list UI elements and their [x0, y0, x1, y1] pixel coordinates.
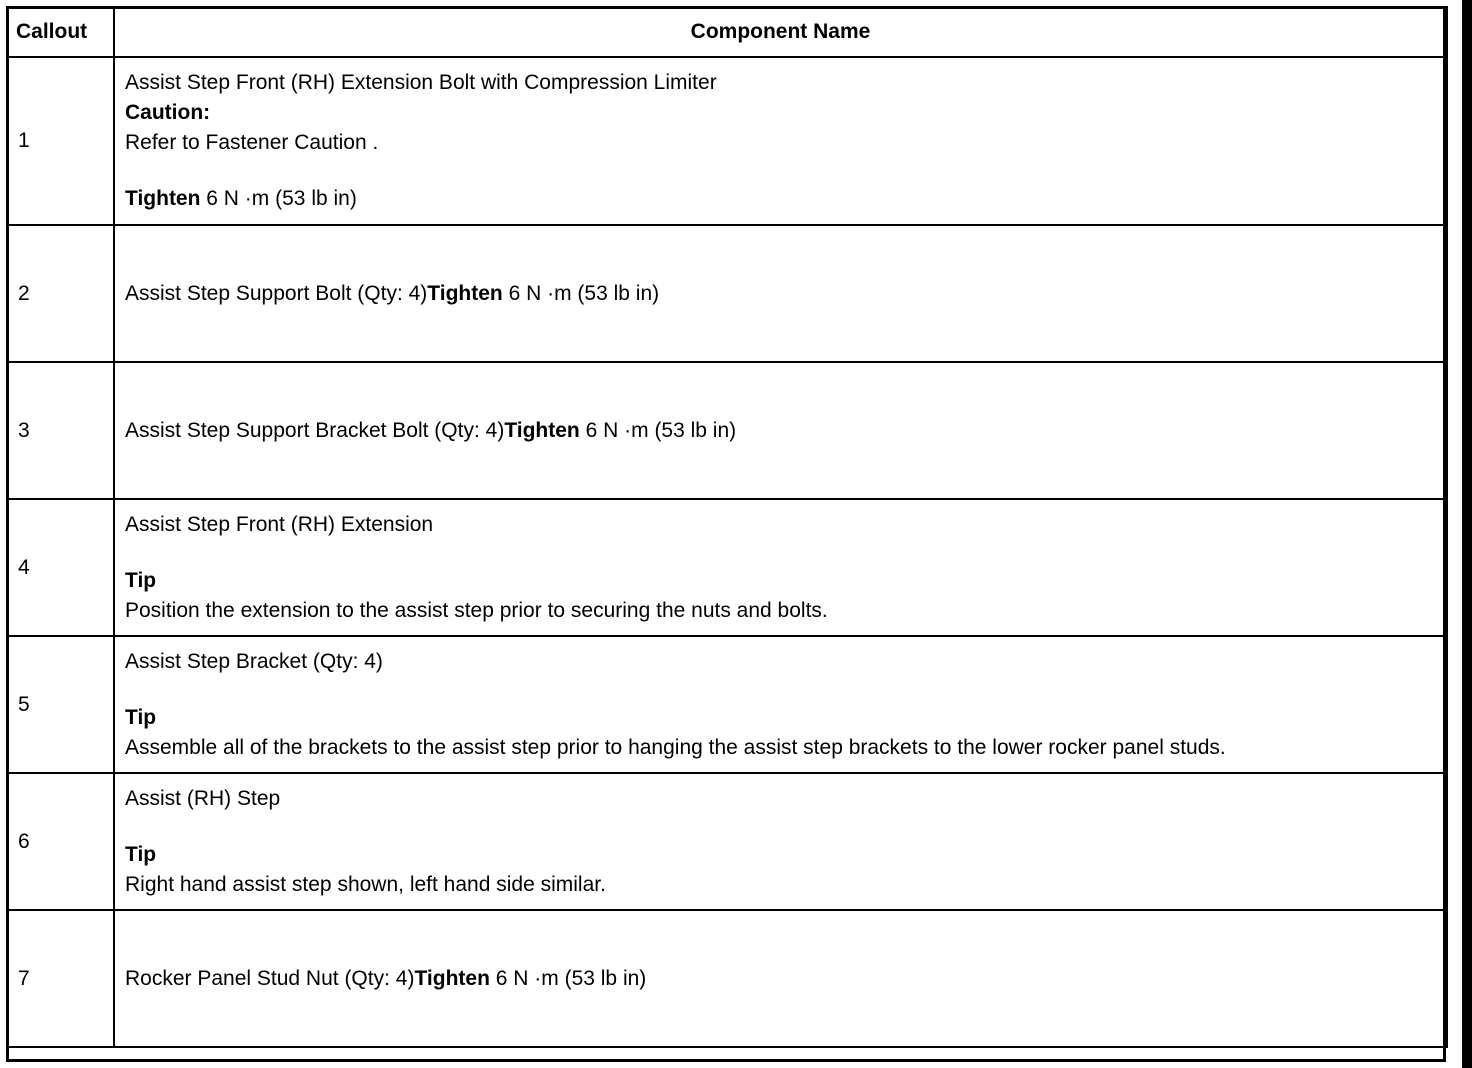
component-title: Rocker Panel Stud Nut (Qty: 4) [125, 966, 415, 990]
component-title: Assist Step Front (RH) Extension Bolt with Compression Limiter [125, 71, 717, 94]
component-title: Assist (RH) Step [125, 786, 281, 810]
caution-text: Refer to Fastener Caution . [125, 131, 379, 154]
callout-cell: 6 [7, 773, 114, 910]
component-title: Assist Step Bracket (Qty: 4) [125, 649, 383, 673]
component-name-header: Component Name [114, 7, 1447, 57]
callout-cell: 3 [7, 362, 114, 499]
tip-text: Assemble all of the brackets to the assist step prior to hanging the assist step brackets to the lower rocker panel studs. [125, 735, 1226, 759]
tighten-label: Tighten [504, 418, 580, 442]
caution-label: Caution: [125, 101, 211, 124]
callout-cell: 4 [7, 499, 114, 636]
tighten-value: 6 N ·m (53 lb in) [585, 418, 737, 442]
tip-label: Tip [125, 705, 157, 729]
tip-label: Tip [125, 568, 157, 592]
component-title: Assist Step Front (RH) Extension [125, 512, 434, 536]
tip-label: Tip [125, 842, 157, 866]
tighten-value: 6 N ·m (53 lb in) [206, 187, 357, 210]
tighten-label: Tighten [427, 281, 503, 305]
callout-cell: 1 [7, 57, 114, 225]
tighten-label: Tighten [414, 966, 490, 990]
component-title: Assist Step Support Bolt (Qty: 4) [125, 281, 428, 305]
callout-header: Callout [7, 7, 114, 57]
callout-cell: 2 [7, 225, 114, 362]
component-title: Assist Step Support Bracket Bolt (Qty: 4) [125, 418, 505, 442]
callout-cell: 7 [7, 910, 114, 1047]
tighten-label: Tighten [125, 187, 201, 210]
tighten-value: 6 N ·m (53 lb in) [508, 281, 660, 305]
tighten-value: 6 N ·m (53 lb in) [495, 966, 647, 990]
table-outer-border [6, 6, 1446, 1062]
tip-text: Position the extension to the assist step prior to securing the nuts and bolts. [125, 598, 828, 622]
page-edge-bar [1462, 0, 1472, 1068]
callout-cell: 5 [7, 636, 114, 773]
tip-text: Right hand assist step shown, left hand side similar. [125, 872, 606, 896]
